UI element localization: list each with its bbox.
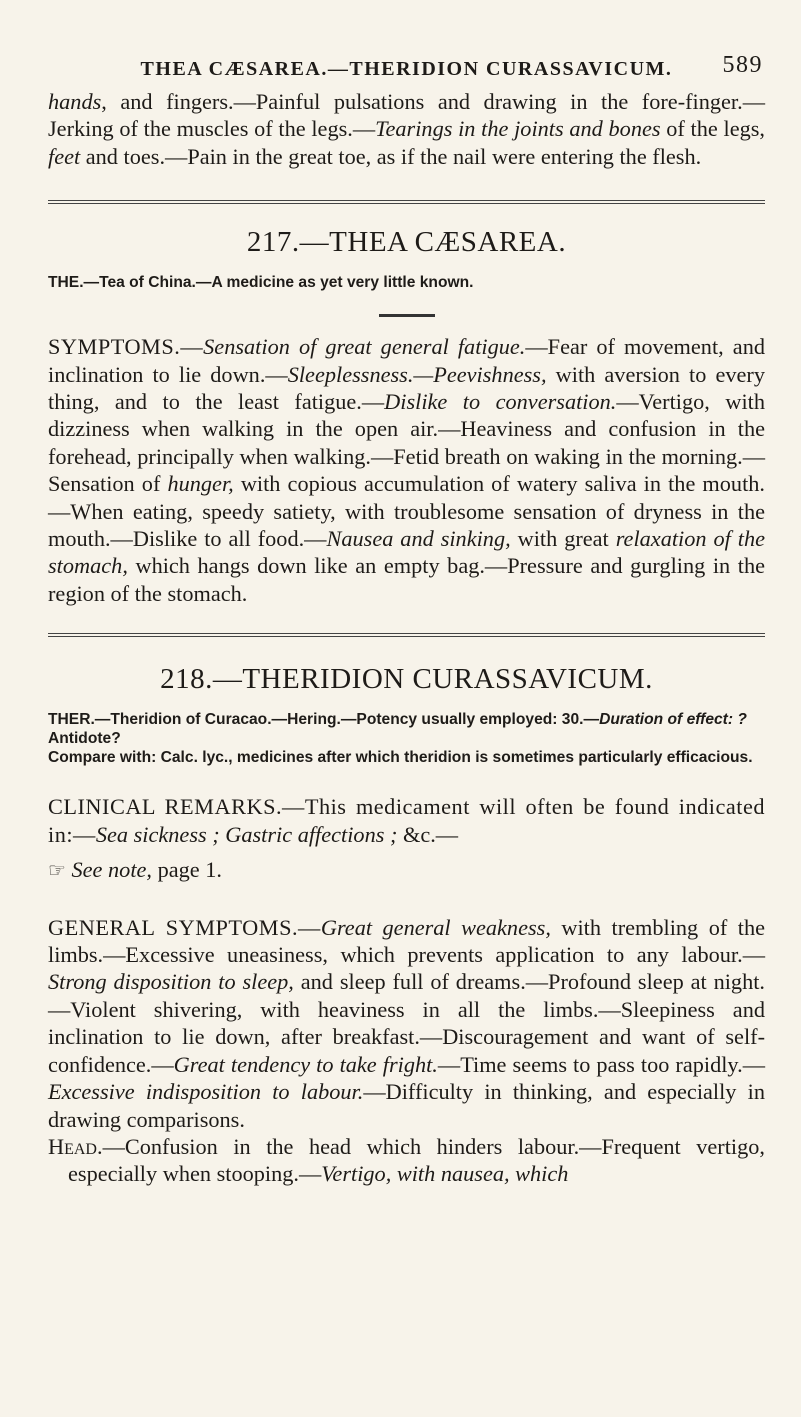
general-symptoms — [48, 914, 765, 1133]
text: CLINICAL REMARKS.—This medicament will often be found indicated in:— — [48, 794, 765, 847]
text: —Difficulty in thinking, and especially in drawing comparisons. — [48, 1079, 765, 1132]
text-italic: Tearings in the joints and bones — [375, 116, 661, 142]
section-intro-217: THE.—Tea of China.—A medicine as yet very little known. — [48, 274, 474, 292]
running-head-title: THEA CÆSAREA.—THERIDION CURASSAVICUM. — [140, 58, 673, 80]
text: page 1. — [152, 857, 222, 883]
text: Head. — [48, 1133, 103, 1159]
page-number: 589 — [722, 52, 763, 78]
clinical-remarks — [48, 793, 765, 848]
text-italic: Excessive indisposition to labour. — [48, 1079, 364, 1105]
text: —Confusion in the head which hinders labour.—Frequent vertigo, especially when stooping.— — [68, 1133, 765, 1187]
head-symptoms — [48, 1133, 765, 1188]
text: GENERAL SYMPTOMS.— — [48, 914, 321, 940]
ther-line — [48, 710, 765, 729]
short-rule — [379, 314, 435, 317]
text-italic: Dislike to conversation. — [384, 389, 617, 415]
text: &c.— — [397, 821, 459, 847]
text-italic: relaxation of the stomach, — [48, 526, 765, 579]
text: , and fingers.—Painful pulsations and drawing in the fore-finger.—Jerking of the muscles of the legs.— — [48, 89, 765, 142]
see-note-line — [48, 856, 765, 886]
text: with aversion to every thing, and to the least fatigue.— — [48, 361, 765, 415]
text: with copious accumulation of watery saliva in the mouth.—When eating, speedy satiety, with troublesome sensation of dryness in the mouth.—Dislike to all food.— — [48, 471, 765, 552]
text-italic: Great tendency to take fright. — [173, 1051, 438, 1077]
text: with trembling of the limbs.—Excessive uneasiness, which prevents application to any labour.— — [48, 914, 765, 968]
text-italic: Great general weakness, — [320, 914, 551, 940]
text-italic: Strong disposition to sleep, — [48, 969, 294, 995]
text-italic: hands — [48, 89, 102, 114]
antidote-line: Antidote? — [48, 730, 121, 748]
text-italic: Sea sickness ; Gastric affections ; — [95, 821, 398, 847]
text: THER.—Theridion of Curacao.—Hering.—Potency usually employed: 30.— — [48, 711, 600, 729]
section-heading-218: 218.—THERIDION CURASSAVICUM. — [160, 663, 653, 696]
text: SYMPTOMS.— — [48, 334, 204, 360]
text-italic: Vertigo, with nausea, which — [321, 1161, 569, 1187]
pointing-hand-icon: ☞ — [48, 860, 66, 883]
text-italic: See note, — [71, 857, 152, 883]
section-divider — [48, 633, 765, 637]
section-heading-217: 217.—THEA CÆSAREA. — [246, 226, 567, 259]
text-italic: hunger, — [167, 471, 234, 497]
text: which hangs down like an empty bag.—Pressure and gurgling in the region of the stomach. — [48, 553, 765, 606]
text: and toes.—Pain in the great toe, as if the nail were entering the flesh. — [80, 143, 702, 169]
text: of the legs, — [660, 116, 765, 142]
text: with great — [510, 526, 616, 552]
symptoms-paragraph-217 — [48, 333, 765, 607]
text-italic: Sleeplessness.—Peevishness, — [287, 361, 547, 387]
text: —Time seems to pass too rapidly.— — [437, 1051, 765, 1077]
text-italic: Sensation of great general fatigue. — [203, 334, 526, 360]
section-divider — [48, 200, 765, 204]
running-head — [48, 0, 765, 88]
text: —Vertigo, with dizziness when walking in the open air.—Heaviness and confusion in the forehead, principally when walking.—Fetid breath on waking in the morning.—Sensation of — [48, 389, 765, 497]
text: —Fear of movement, and inclination to lie down.— — [48, 334, 765, 387]
compare-line: Compare with: Calc. lyc., medicines after which theridion is sometimes particularly efficacious. — [48, 749, 753, 767]
text-italic: Nausea and sinking, — [326, 526, 511, 552]
text-italic: feet — [48, 143, 81, 169]
text-italic: Duration of effect: ? — [599, 711, 747, 729]
text: and sleep full of dreams.—Profound sleep at night.—Violent shivering, with heaviness in all the limbs.—Sleepiness and inclination to lie down, after breakfast.—Discouragement and want of self-confidence.— — [48, 969, 765, 1077]
continued-paragraph — [48, 88, 765, 170]
